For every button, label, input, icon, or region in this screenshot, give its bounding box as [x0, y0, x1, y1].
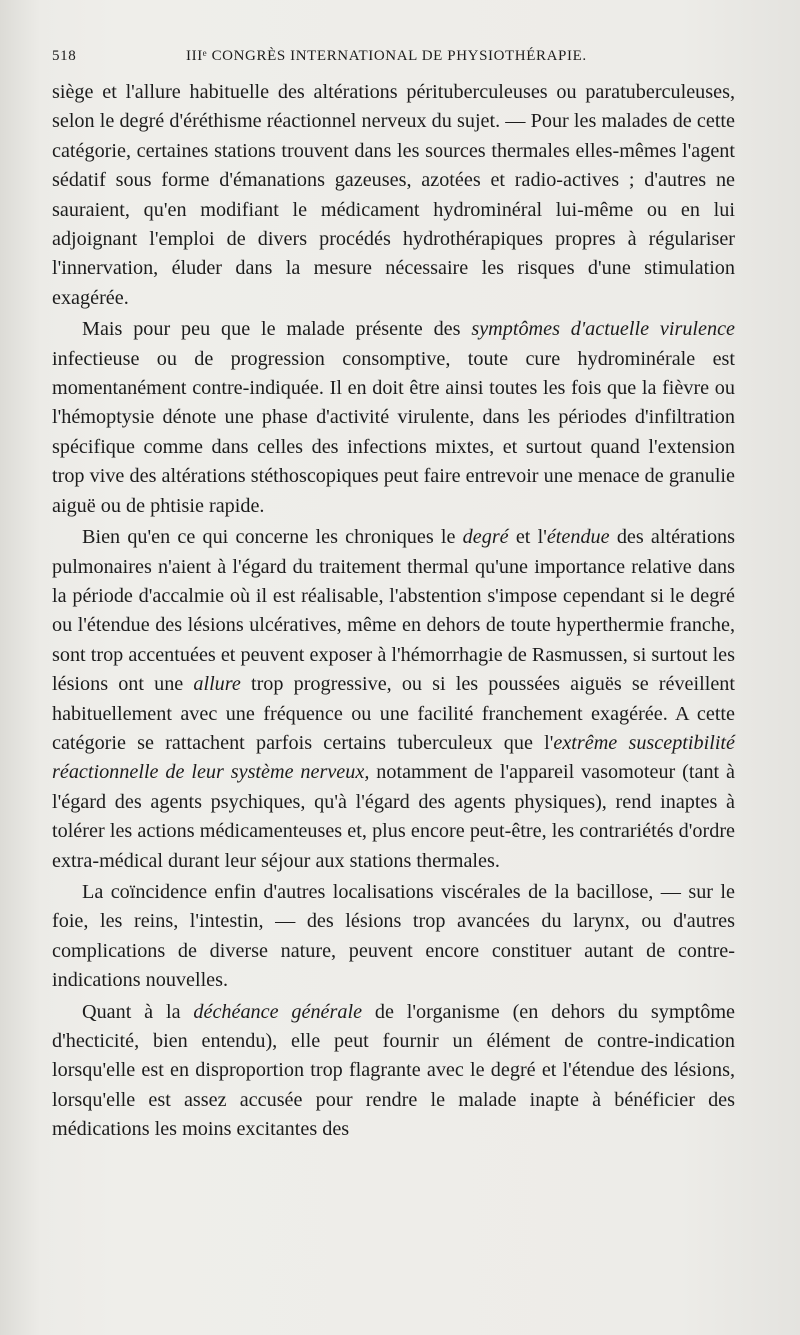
paragraph-1 — [52, 78, 735, 313]
paragraph-3-text-e: notamment de l'appareil vasomoteur (tant à l'égard des agents psychiques, qu'à l'égard des agents physiques), rend inaptes à tolérer les actions médicamenteuses et, plus encore peut-être, les contrariétés d'ordre extra-médical durant leur séjour aux stations thermales. — [52, 761, 735, 872]
paragraph-3-italic-c: allure — [193, 673, 241, 696]
paragraph-3-text-d: trop progressive, ou si les poussées aiguës se réveillent habituellement avec une fréquence ou une facilité franchement exagérée. A cette catégorie se rattachent parfois certains tuberculeux que l' — [52, 673, 735, 754]
paragraph-2-text-a: Mais pour peu que le malade présente des — [82, 318, 472, 341]
paragraph-3-italic-d: extrême susceptibilité réactionnelle de leur système nerveux, — [52, 731, 735, 784]
paragraph-3 — [52, 523, 735, 876]
paragraph-3-text-c: des altérations pulmonaires n'aient à l'égard du traitement thermal qu'une importance relative dans la période d'accalmie où il est réalisable, l'abstention s'impose cependant si le degré ou l'étendue des lésions ulcératives, même en dehors de toute hyperthermie franche, sont trop accentuées et peuvent exposer à l'hémorrhagie de Rasmussen, si surtout les lésions ont une — [52, 526, 735, 696]
paragraph-4 — [52, 878, 735, 996]
paragraph-3-italic-a: degré — [462, 526, 509, 549]
paragraph-4-text: La coïncidence enfin d'autres localisations viscérales de la bacillose, — sur le foie, les reins, l'intestin, — des lésions trop avancées du larynx, ou d'autres complications de diverse nature, peuvent encore constituer autant de contre-indications nouvelles. — [52, 880, 735, 992]
body-text — [52, 78, 735, 1145]
paragraph-5-text-b: de l'organisme (en dehors du symptôme d'hecticité, bien entendu), elle peut fournir un élément de contre-indication lorsqu'elle est en disproportion trop flagrante avec le degré et l'étendue des lésions, lorsqu'elle est assez accusée pour rendre le malade inapte à bénéficier des médications les moins excitantes des — [52, 1000, 735, 1141]
paragraph-2-text-b: infectieuse ou de progression consomptive, toute cure hydrominérale est momentanément contre-indiquée. Il en doit être ainsi toutes les fois que la fièvre ou l'hémoptysie dénote une phase d'activité virulente, dans les périodes d'infiltration spécifique comme dans celles des infections mixtes, et surtout quand l'extension trop vive des altérations stéthoscopiques peut faire entrevoir une menace de granulie aiguë ou de phtisie rapide. — [52, 347, 735, 517]
paragraph-5 — [52, 998, 735, 1145]
page-header — [52, 48, 742, 72]
paragraph-3-text-a: Bien qu'en ce qui concerne les chroniques le — [82, 526, 463, 549]
paragraph-3-text-b: et l' — [508, 526, 547, 549]
paragraph-3-italic-b: étendue — [546, 526, 610, 549]
page-number: 518 — [52, 48, 77, 64]
paragraph-5-italic-a: déchéance générale — [193, 1000, 363, 1023]
paragraph-2 — [52, 315, 735, 521]
paragraph-5-text-a: Quant à la — [82, 1000, 194, 1023]
paragraph-1-text: siège et l'allure habituelle des altérations pérituberculeuses ou paratuberculeuses, selon le degré d'éréthisme réactionnel nerveux du sujet. — Pour les malades de cette catégorie, certaines stations trouvent dans les sources thermales elles-mêmes l'agent sédatif sous forme d'émanations gazeuses, azotées et radio-actives ; d'autres ne sauraient, qu'en modifiant le médicament hydrominéral lui-même ou en lui adjoignant l'emploi de divers procédés hydrothérapiques propres à régulariser l'innervation, éluder dans la mesure nécessaire les risques d'une stimulation exagérée. — [52, 81, 735, 309]
running-head: IIIᵉ CONGRÈS INTERNATIONAL DE PHYSIOTHÉRAPIE. — [186, 48, 587, 64]
paragraph-2-italic-a: symptômes d'actuelle virulence — [471, 318, 735, 341]
